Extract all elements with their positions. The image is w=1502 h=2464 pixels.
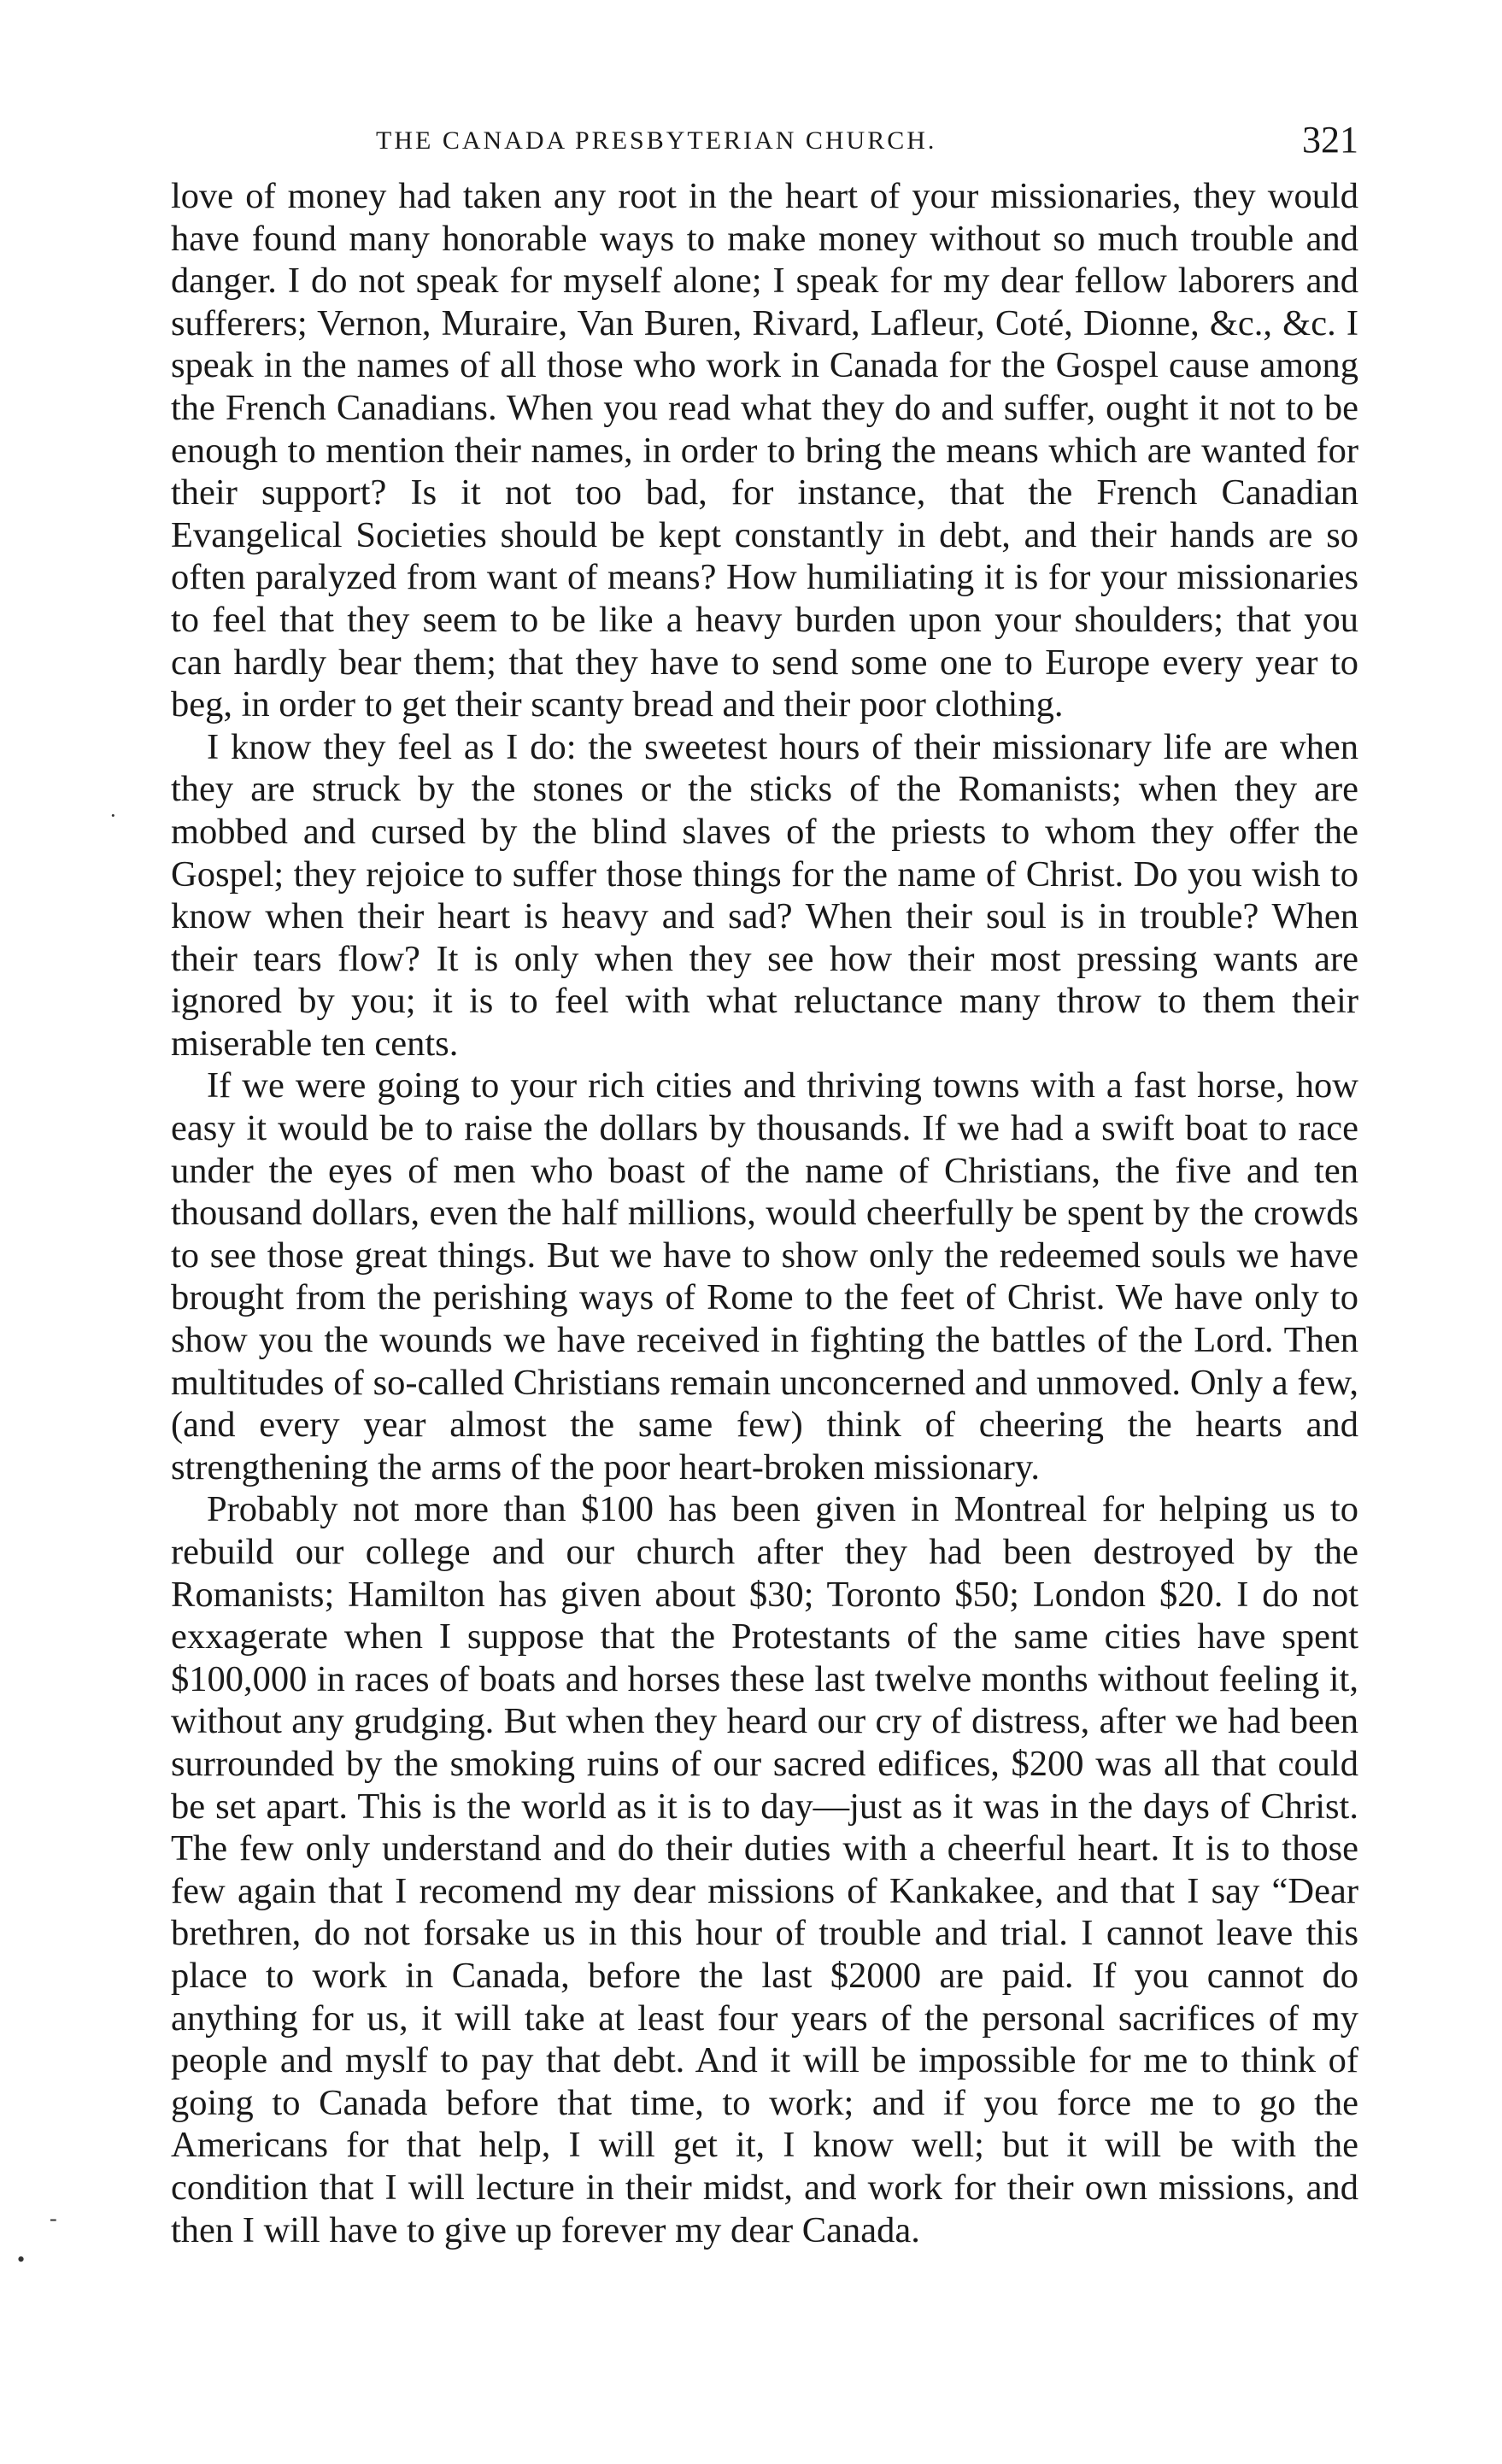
page-number: 321 bbox=[1302, 119, 1358, 161]
paragraph-4: Probably not more than $100 has been given in Montreal for helping us to rebuild our college and our church after they had been destroyed by the Romanists; Hamilton has given about $30; Toronto $50; London $20. I do not exxagerate when I suppose that the Protestants of the same cities have spent $100,000 in races of boats and horses these last twelve months without feeling it, without any grudging. But when they heard our cry of distress, after we had been surrounded by the smoking ruins of our sacred edifices, $200 was all that could be set apart. This is the world as it is to day—just as it was in the days of Christ. The few only understand and do their duties with a cheerful heart. It is to those few again that I recomend my dear missions of Kankakee, and that I say “Dear brethren, do not forsake us in this hour of trouble and trial. I cannot leave this place to work in Canada, before the last $2000 are paid. If you cannot do anything for us, it will take at least four years of the personal sacrifices of my people and myslf to pay that debt. And it will be impossible for me to think of going to Canada before that time, to work; and if you force me to go the Americans for that help, I will get it, I know well; but it will be with the condition that I will lecture in their midst, and work for their own missions, and then I will have to give up forever my dear Canada. bbox=[171, 1489, 1358, 2250]
paragraph-3: If we were going to your rich cities and thriving towns with a fast horse, how easy it would be to raise the dollars by thousands. If we had a swift boat to race under the eyes of men who boast of the name of Christians, the five and ten thousand dollars, even the half millions, would cheerfully be spent by the crowds to see those great things. But we have to show only the redeemed souls we have brought from the perishing ways of Rome to the feet of Christ. We have only to show you the wounds we have received in fighting the battles of the Lord. Then multitudes of so-called Christians remain unconcerned and unmoved. Only a few, (and every year almost the same few) think of cheering the hearts and strengthening the arms of the poor heart-broken missionary. bbox=[171, 1065, 1358, 1487]
paragraph-2: I know they feel as I do: the sweetest hours of their missionary life are when they are struck by the stones or the sticks of the Romanists; when they are mobbed and cursed by the blind slaves of the priests to whom they offer the Gospel; they rejoice to suffer those things for the name of Christ. Do you wish to know when their heart is heavy and sad? When their soul is in trouble? When their tears flow? It is only when they see how their most pressing wants are ignored by you; it is to feel with what reluctance many throw to them their miserable ten cents. bbox=[171, 726, 1358, 1064]
paragraph-1: love of money had taken any root in the heart of your missionaries, they would have found many honorable ways to make money without so much trouble and danger. I do not speak for myself alone; I speak for my dear fellow laborers and sufferers; Vernon, Muraire, Van Buren, Rivard, Lafleur, Coté, Dionne, &c., &c. I speak in the names of all those who work in Canada for the Gospel cause among the French Canadians. When you read what they do and suffer, ought it not to be enough to mention their names, in order to bring the means which are wanted for their support? Is it not too bad, for instance, that the French Canadian Evangelical Societies should be kept constantly in debt, and their hands are so often paralyzed from want of means? How humiliating it is for your missionaries to feel that they seem to be like a heavy burden upon your shoulders; that you can hardly bear them; that they have to send some one to Europe every year to beg, in order to get their scanty bread and their poor clothing. bbox=[171, 176, 1358, 725]
article-body bbox=[171, 175, 1358, 2251]
running-title: THE CANADA PRESBYTERIAN CHURCH. bbox=[376, 126, 937, 155]
page-header bbox=[171, 118, 1358, 169]
margin-dash-mark: - bbox=[50, 2206, 57, 2231]
margin-dot-mark: · bbox=[109, 803, 117, 828]
margin-dot-mark-lower: • bbox=[17, 2247, 26, 2272]
